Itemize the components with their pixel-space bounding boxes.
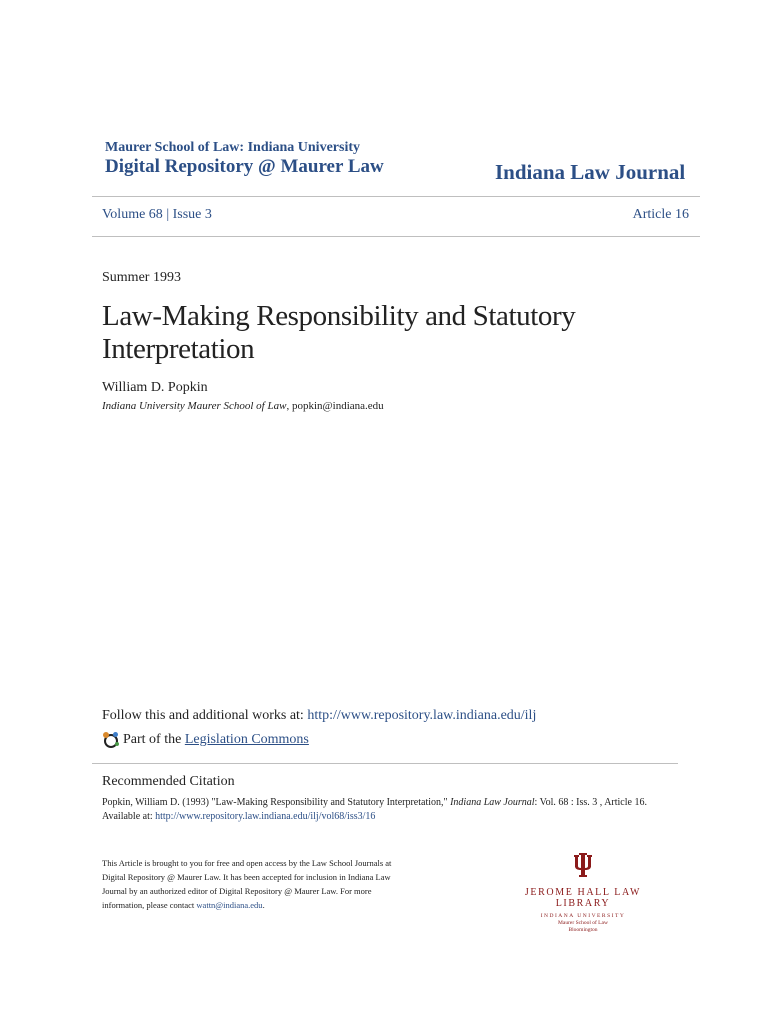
iu-trident-logo [573,852,593,878]
repository-name[interactable]: Digital Repository @ Maurer Law [105,156,384,177]
library-name: JEROME HALL LAW LIBRARY [524,887,642,909]
library-city: Bloomington [568,927,598,933]
recommended-citation-heading: Recommended Citation [102,774,235,789]
school-name: Maurer School of Law: Indiana University [105,140,360,155]
open-access-notice [102,856,392,912]
journal-title[interactable]: Indiana Law Journal [495,160,686,184]
citation-volume: : Vol. 68 : Iss. 3 , Article 16. [534,797,647,808]
notice-text: This Article is brought to you for free and open access by the Law School Journals at Digital Repository @ Maurer Law. It has been accepted for inclusion in Indiana Law Journal by an authorized editor of Digital Repository @ Maurer Law. For more information, please contact [102,858,392,910]
affiliation-institution: Indiana University Maurer School of Law [102,400,287,412]
article-url-link[interactable]: http://www.repository.law.indiana.edu/ilj/vol68/iss3/16 [155,811,376,822]
author-name: William D. Popkin [102,380,208,395]
header-divider [92,196,700,197]
author-email[interactable]: , popkin@indiana.edu [286,400,384,412]
volume-issue-line [102,207,212,223]
library-university: INDIANA UNIVERSITY [540,913,626,919]
follow-line [102,708,536,724]
part-of-line [102,731,309,749]
citation-journal: Indiana Law Journal [450,797,535,808]
commons-network-icon [102,731,120,749]
citation-text [102,796,702,824]
article-title: Law-Making Responsibility and Statutory Interpretation [102,300,576,365]
volume-issue-separator: | [166,207,170,222]
available-label: Available at: [102,811,156,822]
collection-url-link[interactable]: http://www.repository.law.indiana.edu/ilj [307,708,537,723]
part-of-label: Part of the [123,732,182,747]
citation-body: Popkin, William D. (1993) "Law-Making Responsibility and Statutory Interpretation," [102,797,451,808]
article-number-link[interactable]: Article 16 [632,207,689,222]
library-school: Maurer School of Law [558,920,608,926]
legislation-commons-link[interactable]: Legislation Commons [184,732,309,747]
publication-date: Summer 1993 [102,270,181,285]
follow-label: Follow this and additional works at: [102,708,308,723]
contact-email-link[interactable]: wattn@indiana.edu [196,900,263,910]
issue-divider [92,236,700,237]
citation-divider [92,763,678,764]
author-affiliation [102,400,384,412]
library-logo-block [500,852,666,933]
issue-link[interactable]: Issue 3 [172,207,212,222]
volume-link[interactable]: Volume 68 [102,207,163,222]
notice-end: . [262,900,265,910]
